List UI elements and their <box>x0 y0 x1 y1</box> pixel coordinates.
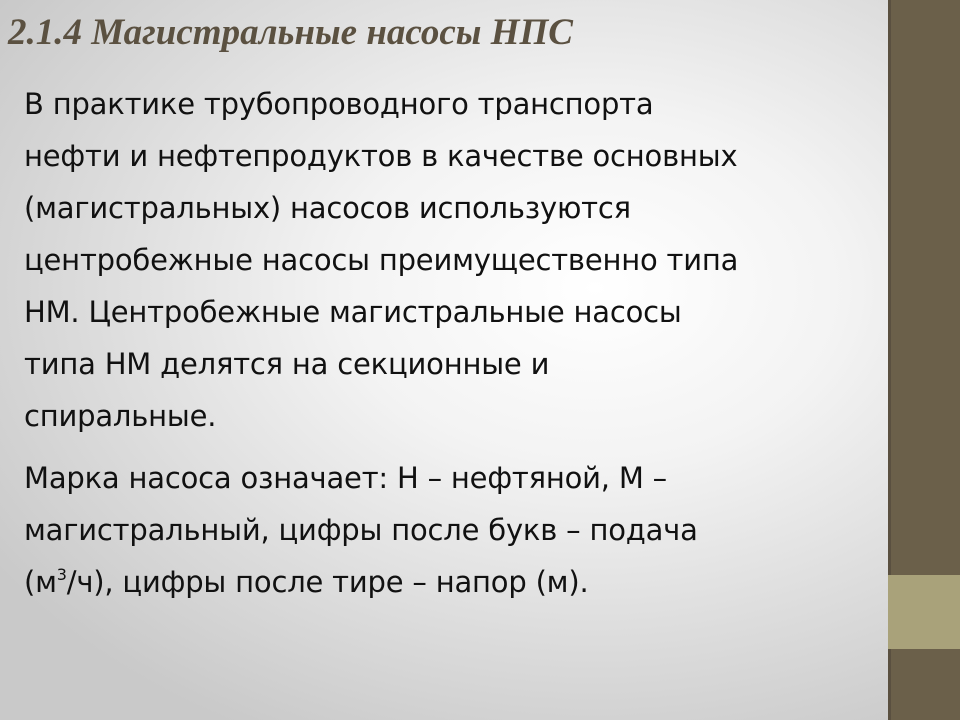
slide-title: 2.1.4 Магистральные насосы НПС <box>8 12 573 53</box>
paragraph-pump-marking <box>24 452 884 613</box>
text-line: НМ. Центробежные магистральные насосы <box>24 295 682 329</box>
sidebar-accent-band <box>888 575 960 649</box>
text-line: магистральный, цифры после букв – подача <box>24 513 698 547</box>
text-line: центробежные насосы преимущественно типа <box>24 243 739 277</box>
text-line: спиральные. <box>24 399 217 433</box>
text-line: нефти и нефтепродуктов в качестве основных <box>24 139 738 173</box>
text-fragment: /ч), цифры после тире – напор (м). <box>66 565 589 599</box>
text-line: типа НМ делятся на секционные и <box>24 347 550 381</box>
slide-content <box>24 78 884 613</box>
text-line-with-superscript <box>24 556 884 613</box>
text-line: В практике трубопроводного транспорта <box>24 87 654 121</box>
text-fragment: (м <box>24 565 57 599</box>
superscript-cube: 3 <box>56 565 67 584</box>
text-line: (магистральных) насосов используются <box>24 191 631 225</box>
text-line: Марка насоса означает: Н – нефтяной, М – <box>24 461 667 495</box>
paragraph-pump-usage <box>24 78 884 442</box>
